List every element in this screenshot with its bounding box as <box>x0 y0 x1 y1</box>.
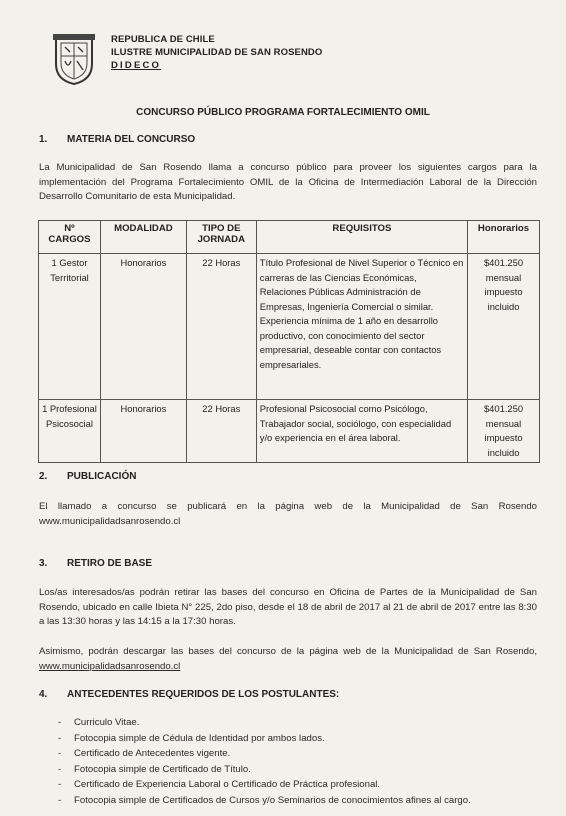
col-header-cargos: Nº CARGOS <box>39 221 101 254</box>
section-title: PUBLICACIÓN <box>67 471 137 482</box>
section-1-paragraph: La Municipalidad de San Rosendo llama a concurso público para proveer los siguientes cargos para la implementación del Programa Fortalecimiento OMIL de la Oficina de Intermediación Laboral de la Dirección Desarrollo Comunitario de esta Municipalidad. <box>39 162 537 202</box>
cell-modalidad: Honorarios <box>100 254 186 400</box>
section-4-heading <box>39 689 339 700</box>
cell-jornada: 22 Horas <box>186 400 256 463</box>
cell-requisitos: Profesional Psicosocial como Psicólogo, Trabajador social, sociólogo, con especialidad y/o experiencia en el área laboral. <box>256 400 467 463</box>
section-number: 2. <box>39 471 48 482</box>
list-item: - Curriculo Vitae. <box>58 715 471 731</box>
list-item: - Certificado de Experiencia Laboral o Certificado de Práctica profesional. <box>58 777 471 793</box>
cell-jornada: 22 Horas <box>186 254 256 400</box>
section-3-paragraph: Los/as interesados/as podrán retirar las bases del concurso en Oficina de Partes de la Municipalidad de San Rosendo, ubicado en calle Ibieta N° 225, 2do piso, desde el 18 de abril de 2017 al 21 de abril de 2017 entre las 8:30 a las 13:30 horas y las 14:15 a la 17:30 horas. <box>39 587 537 627</box>
table-row <box>39 400 540 463</box>
document-title: CONCURSO PÚBLICO PROGRAMA FORTALECIMIENTO OMIL <box>136 107 430 118</box>
list-item: - Fotocopia simple de Cédula de Identidad por ambos lados. <box>58 731 471 747</box>
list-item: - Fotocopia simple de Certificados de Cursos y/o Seminarios de conocimientos afines al cargo. <box>58 793 471 809</box>
list-item: - Fotocopia simple de Certificado de Título. <box>58 762 471 778</box>
section-3-heading <box>39 558 152 569</box>
header-country: REPUBLICA DE CHILE <box>111 34 215 45</box>
col-header-jornada: TIPO DE JORNADA <box>186 221 256 254</box>
paragraph-text: Asimismo, podrán descargar las bases del concurso de la página web de la Municipalidad de San Rosendo, <box>39 646 537 657</box>
section-title: MATERIA DEL CONCURSO <box>67 134 196 145</box>
cell-honorarios: $401.250 mensual impuesto incluido <box>468 254 540 400</box>
col-header-modalidad: MODALIDAD <box>100 221 186 254</box>
table-row <box>39 254 540 400</box>
cell-cargos: 1 Gestor Territorial <box>39 254 101 400</box>
requirements-list <box>58 715 471 808</box>
municipal-crest-icon <box>52 34 96 86</box>
table-header-row <box>39 221 540 254</box>
section-number: 1. <box>39 134 48 145</box>
website-link[interactable]: www.municipalidadsanrosendo.cl <box>39 660 181 672</box>
cell-cargos: 1 Profesional Psicosocial <box>39 400 101 463</box>
section-1-heading <box>39 134 195 145</box>
section-title: ANTECEDENTES REQUERIDOS DE LOS POSTULANTES: <box>67 689 340 700</box>
section-number: 4. <box>39 689 48 700</box>
section-3-paragraph-2 <box>39 645 537 674</box>
list-item: - Certificado de Antecedentes vigente. <box>58 746 471 762</box>
header-municipality: ILUSTRE MUNICIPALIDAD DE SAN ROSENDO <box>111 47 323 58</box>
col-header-honorarios: Honorarios <box>468 221 540 254</box>
cell-honorarios: $401.250 mensual impuesto incluido <box>468 400 540 463</box>
positions-table <box>38 220 540 463</box>
section-2-heading <box>39 471 136 482</box>
section-title: RETIRO DE BASE <box>67 558 153 569</box>
cell-requisitos: Título Profesional de Nivel Superior o Técnico en carreras de las Ciencias Económicas, Relaciones Públicas Administración de Empresas, Ingeniería Comercial o similar. Experiencia mínima de 1 año en desarrollo productivo, con conocimiento del sector empresarial, deseable contar con contactos empresariales. <box>256 254 467 400</box>
section-2-paragraph: El llamado a concurso se publicará en la página web de la Municipalidad de San Rosendo www.municipalidadsanrosendo.cl <box>39 501 537 527</box>
cell-modalidad: Honorarios <box>100 400 186 463</box>
col-header-requisitos: REQUISITOS <box>256 221 467 254</box>
header-department: DIDECO <box>111 60 162 71</box>
section-number: 3. <box>39 558 48 569</box>
